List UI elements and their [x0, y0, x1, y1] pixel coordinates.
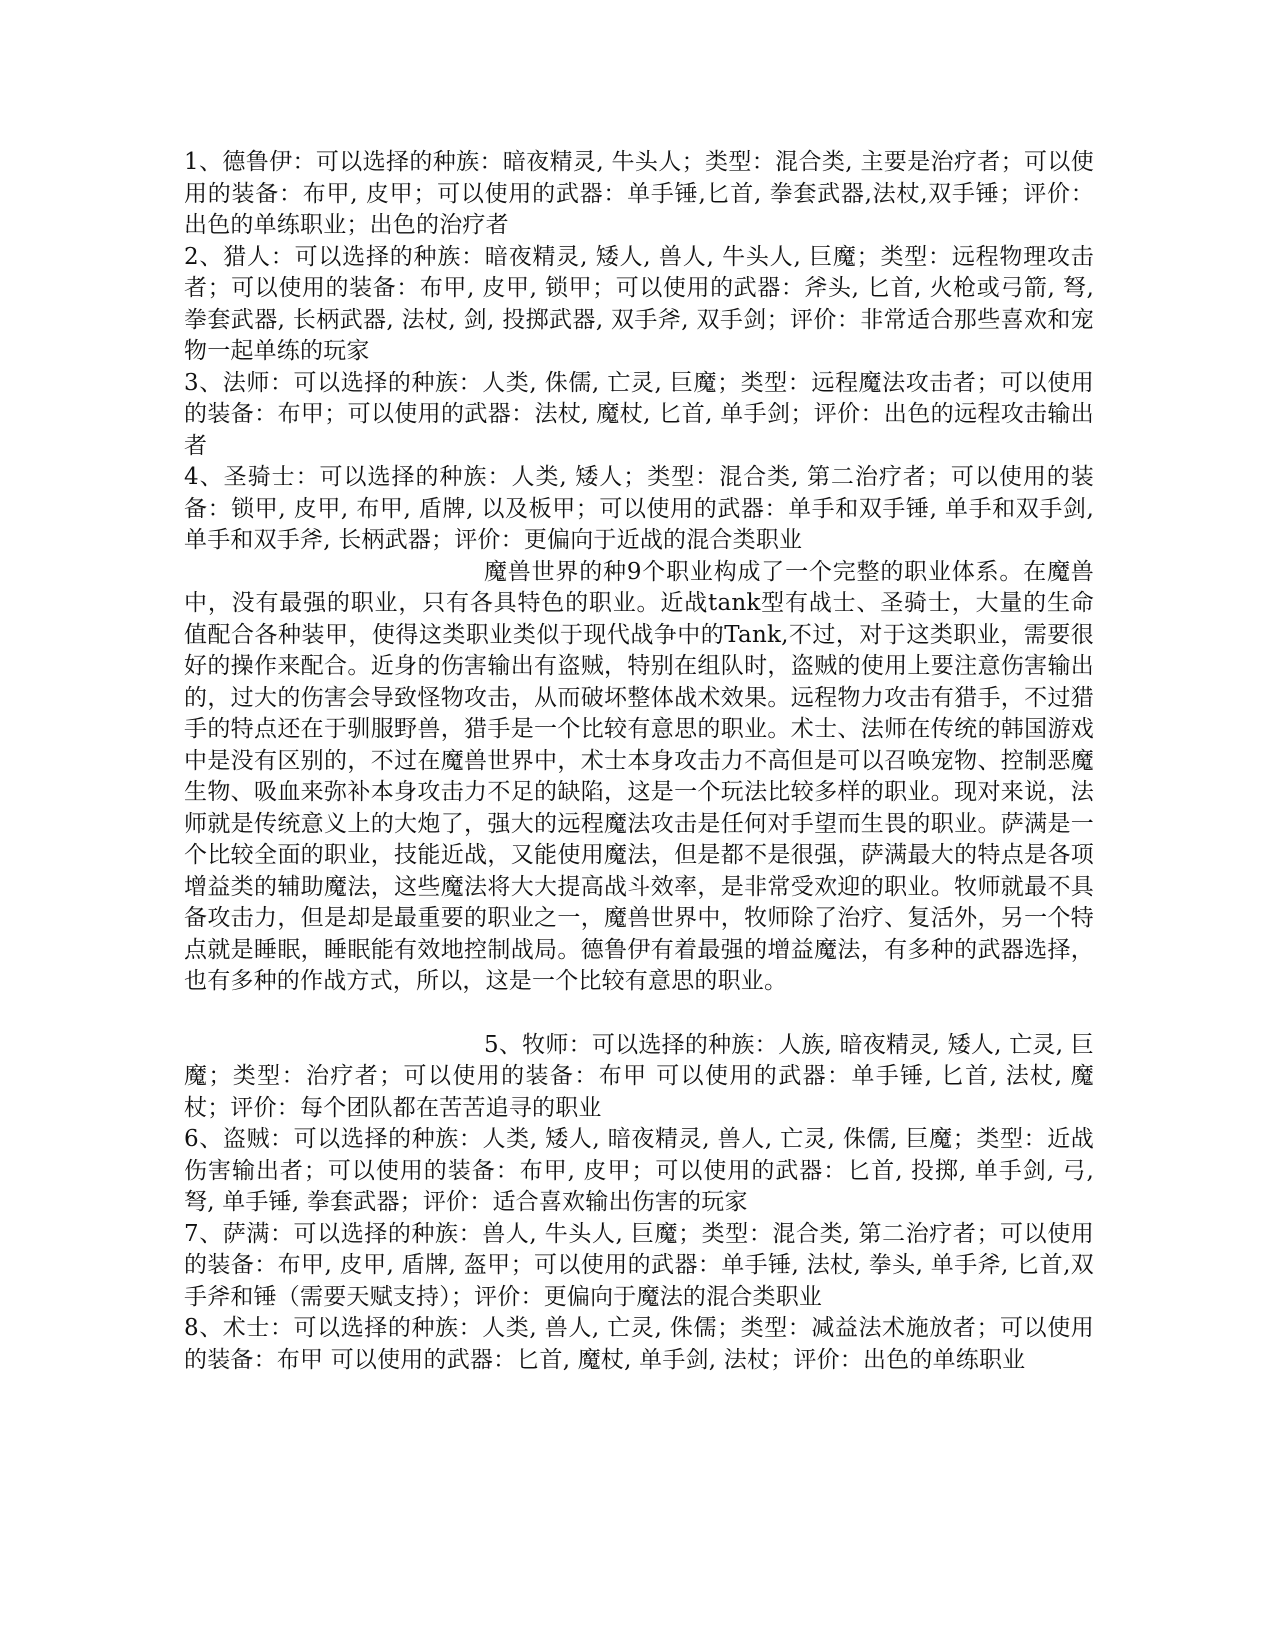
paragraph-mage: 3、法师：可以选择的种族：人类, 侏儒, 亡灵, 巨魔；类型：远程魔法攻击者；可以使用的装备：布甲；可以使用的武器：法杖, 魔杖, 匕首, 单手剑；评价：出色的远程攻击输出者 — [184, 369, 1094, 459]
paragraph-druid: 1、德鲁伊：可以选择的种族：暗夜精灵, 牛头人；类型：混合类, 主要是治疗者；可以使用的装备：布甲, 皮甲；可以使用的武器：单手锤,匕首, 拳套武器,法杖,双手锤；评价：出色的单练职业；出色的治疗者 — [184, 149, 1094, 238]
blank-line — [184, 998, 1094, 1030]
paragraph-priest: 5、牧师：可以选择的种族：人族, 暗夜精灵, 矮人, 亡灵, 巨魔；类型：治疗者；可以使用的装备：布甲 可以使用的武器：单手锤, 匕首, 法杖, 魔杖；评价：每个团队都在苦苦追寻的职业 — [184, 1031, 1094, 1121]
paragraph-warlock: 8、术士：可以选择的种族：人类, 兽人, 亡灵, 侏儒；类型：减益法术施放者；可以使用的装备：布甲 可以使用的武器：匕首, 魔杖, 单手剑, 法杖；评价：出色的单练职业 — [184, 1315, 1094, 1373]
paragraph-rogue: 6、盗贼：可以选择的种族：人类, 矮人, 暗夜精灵, 兽人, 亡灵, 侏儒, 巨魔；类型：近战伤害输出者；可以使用的装备：布甲, 皮甲；可以使用的武器：匕首, 投掷, 单手剑, 弓, 弩, 单手锤, 拳套武器；评价：适合喜欢输出伤害的玩家 — [184, 1126, 1094, 1215]
paragraph-overview: 魔兽世界的种9个职业构成了一个完整的职业体系。在魔兽中，没有最强的职业，只有各具特色的职业。近战tank型有战士、圣骑士，大量的生命值配合各种装甲，使得这类职业类似于现代战争中的Tank,不过，对于这类职业，需要很好的操作来配合。近身的伤害输出有盗贼，特别在组队时，盗贼的使用上要注意伤害输出的，过大的伤害会导致怪物攻击，从而破坏整体战术效果。远程物力攻击有猎手，不过猎手的特点还在于驯服野兽，猎手是一个比较有意思的职业。术士、法师在传统的韩国游戏中是没有区别的，不过在魔兽世界中，术士本身攻击力不高但是可以召唤宠物、控制恶魔生物、吸血来弥补本身攻击力不足的缺陷，这是一个玩法比较多样的职业。现对来说，法师就是传统意义上的大炮了，强大的远程魔法攻击是任何对手望而生畏的职业。萨满是一个比较全面的职业，技能近战，又能使用魔法，但是都不是很强，萨满最大的特点是各项增益类的辅助魔法，这些魔法将大大提高战斗效率，是非常受欢迎的职业。牧师就最不具备攻击力，但是却是最重要的职业之一，魔兽世界中，牧师除了治疗、复活外，另一个特点就是睡眠，睡眠能有效地控制战局。德鲁伊有着最强的增益魔法，有多种的武器选择，也有多种的作战方式，所以，这是一个比较有意思的职业。 — [184, 558, 1094, 994]
paragraph-hunter: 2、猎人：可以选择的种族：暗夜精灵, 矮人, 兽人, 牛头人, 巨魔；类型：远程物理攻击者；可以使用的装备：布甲, 皮甲, 锁甲；可以使用的武器：斧头, 匕首, 火枪或弓箭, 弩, 拳套武器, 长柄武器, 法杖, 剑, 投掷武器, 双手斧, 双手剑；评价：非常适合那些喜欢和宠物一起单练的玩家 — [184, 243, 1094, 364]
paragraph-paladin: 4、圣骑士：可以选择的种族：人类, 矮人；类型：混合类, 第二治疗者；可以使用的装备：锁甲, 皮甲, 布甲, 盾牌, 以及板甲；可以使用的武器：单手和双手锤, 单手和双手剑, 单手和双手斧, 长柄武器；评价：更偏向于近战的混合类职业 — [184, 464, 1094, 553]
document-body — [184, 147, 1094, 1376]
paragraph-shaman: 7、萨满：可以选择的种族：兽人, 牛头人, 巨魔；类型：混合类, 第二治疗者；可以使用的装备：布甲, 皮甲, 盾牌, 盔甲；可以使用的武器：单手锤, 法杖, 拳头, 单手斧, 匕首,双手斧和锤（需要天赋支持）；评价：更偏向于魔法的混合类职业 — [184, 1220, 1094, 1310]
